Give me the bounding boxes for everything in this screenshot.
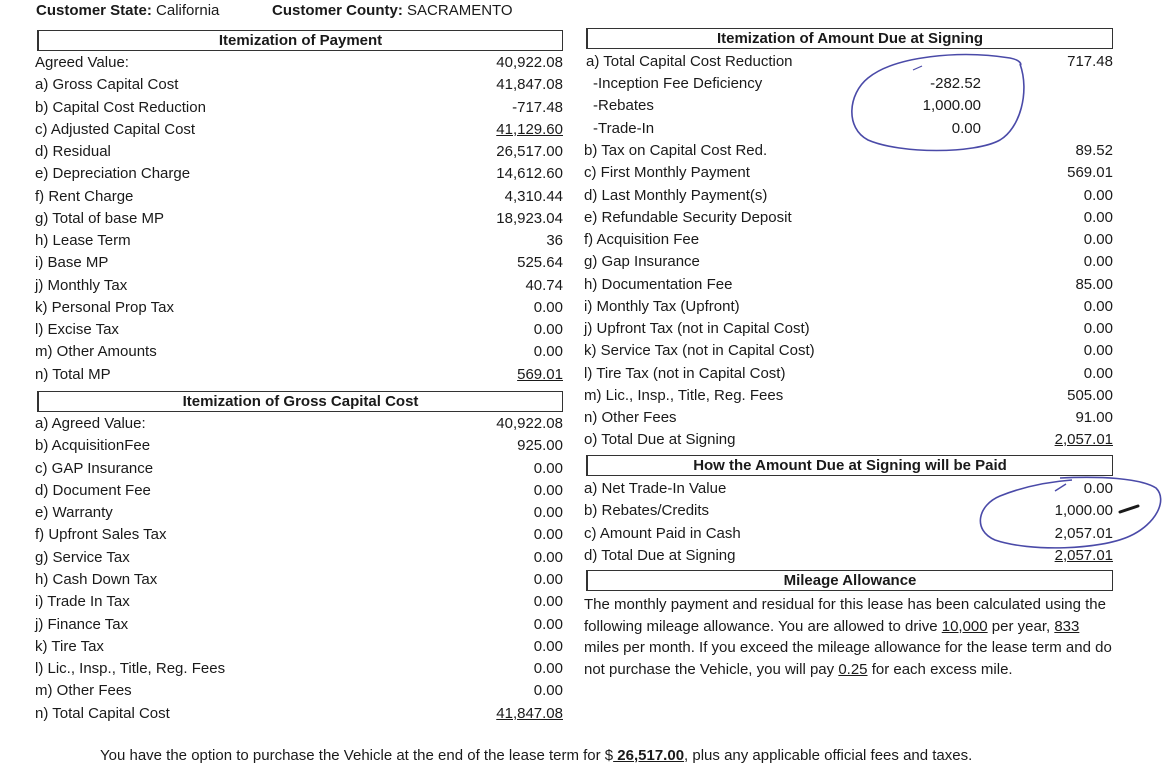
payment-row-label: h) Lease Term xyxy=(35,232,131,249)
gross-row xyxy=(35,458,563,480)
due-sub-row xyxy=(593,118,981,140)
gross-row xyxy=(35,435,563,457)
due-row xyxy=(586,51,1113,73)
due-row-label: g) Gap Insurance xyxy=(584,253,700,271)
gross-row xyxy=(35,413,563,435)
due-row-label: a) Total Capital Cost Reduction xyxy=(586,53,793,70)
purchase-option-amount: 26,517.00 xyxy=(613,747,685,764)
payment-section-title: Itemization of Payment xyxy=(37,30,563,51)
gross-row-value: 0.00 xyxy=(533,504,563,522)
payment-row xyxy=(35,74,563,96)
payment-row-value: 26,517.00 xyxy=(496,143,563,160)
mileage-text-4: for each excess mile. xyxy=(867,660,1013,678)
gross-row-value: 41,847.08 xyxy=(496,704,563,722)
gross-row-label: f) Upfront Sales Tax xyxy=(35,526,167,544)
due-sub-row-label: -Rebates xyxy=(593,97,654,115)
paid-row xyxy=(584,478,1113,500)
gross-row-label: n) Total Capital Cost xyxy=(35,704,170,722)
payment-row xyxy=(35,97,563,119)
gross-row-label: d) Document Fee xyxy=(35,481,151,499)
payment-row-value: 0.00 xyxy=(533,321,563,338)
gross-row-value: 0.00 xyxy=(533,637,563,655)
payment-row xyxy=(35,119,563,141)
customer-state-label: Customer State: xyxy=(36,2,152,19)
paid-row-value: 1,000.00 xyxy=(1054,502,1113,520)
gross-row xyxy=(35,614,563,636)
gross-row xyxy=(35,502,563,524)
due-row xyxy=(584,385,1113,407)
customer-county xyxy=(272,0,513,22)
payment-row-value: -717.48 xyxy=(512,98,563,116)
payment-row-label: f) Rent Charge xyxy=(35,187,134,205)
due-row-label: o) Total Due at Signing xyxy=(584,431,736,449)
mileage-text-1: The monthly payment and residual for this lease has been calculated using the following mileage allowance. You are allowed to drive xyxy=(584,596,1106,635)
gross-row xyxy=(35,524,563,546)
due-row xyxy=(584,162,1113,184)
payment-row xyxy=(35,141,563,163)
paid-row xyxy=(584,523,1113,545)
due-row-value: 717.48 xyxy=(1067,53,1113,70)
payment-row-label: m) Other Amounts xyxy=(35,343,157,361)
gross-row-value: 0.00 xyxy=(533,570,563,588)
gross-row-value: 0.00 xyxy=(533,459,563,477)
gross-row xyxy=(35,658,563,680)
payment-row-value: 40,922.08 xyxy=(496,54,563,71)
due-sub-row-label: -Inception Fee Deficiency xyxy=(593,75,763,92)
payment-row-label: c) Adjusted Capital Cost xyxy=(35,120,196,138)
due-row-label: e) Refundable Security Deposit xyxy=(584,208,792,226)
gross-row-label: j) Finance Tax xyxy=(35,615,129,633)
due-row-value: 0.00 xyxy=(1083,342,1113,360)
paid-row xyxy=(584,500,1113,522)
due-row-label: f) Acquisition Fee xyxy=(584,231,700,248)
payment-row xyxy=(35,208,563,230)
mileage-paragraph xyxy=(584,594,1116,680)
due-sub-row-value: 1,000.00 xyxy=(922,97,981,115)
gross-section-title: Itemization of Gross Capital Cost xyxy=(37,391,563,412)
due-row xyxy=(584,340,1113,362)
due-row-label: h) Documentation Fee xyxy=(584,275,733,293)
payment-row-label: e) Depreciation Charge xyxy=(35,165,191,183)
due-row-value: 0.00 xyxy=(1083,364,1113,382)
gross-row-label: h) Cash Down Tax xyxy=(35,570,158,588)
gross-row xyxy=(35,636,563,658)
purchase-option-statement xyxy=(100,745,1100,767)
payment-row-value: 569.01 xyxy=(517,365,563,383)
gross-row-value: 0.00 xyxy=(533,481,563,499)
gross-row-label: b) AcquisitionFee xyxy=(35,437,151,455)
gross-row-value: 0.00 xyxy=(533,615,563,633)
gross-row-label: g) Service Tax xyxy=(35,548,130,566)
customer-county-label: Customer County: xyxy=(272,2,403,19)
due-row xyxy=(584,407,1113,429)
due-row-label: j) Upfront Tax (not in Capital Cost) xyxy=(584,320,810,337)
due-sub-row xyxy=(593,95,981,117)
due-row xyxy=(584,140,1113,162)
payment-row-label: l) Excise Tax xyxy=(35,321,119,338)
payment-row-value: 41,129.60 xyxy=(496,120,563,138)
payment-row xyxy=(35,163,563,185)
gross-row-value: 40,922.08 xyxy=(496,415,563,432)
due-sub-row xyxy=(593,73,981,95)
payment-row-value: 0.00 xyxy=(533,343,563,361)
due-row xyxy=(584,251,1113,273)
due-row-label: i) Monthly Tax (Upfront) xyxy=(584,297,740,315)
payment-row xyxy=(35,364,563,386)
gross-row xyxy=(35,680,563,702)
due-row-value: 505.00 xyxy=(1067,386,1113,404)
gross-row-label: l) Lic., Insp., Title, Reg. Fees xyxy=(35,660,226,678)
paid-row-value: 2,057.01 xyxy=(1054,524,1113,542)
payment-row-label: a) Gross Capital Cost xyxy=(35,76,179,94)
due-row-value: 2,057.01 xyxy=(1054,431,1113,449)
due-row-value: 85.00 xyxy=(1075,275,1113,293)
due-row-value: 0.00 xyxy=(1083,320,1113,337)
miles-per-year: 10,000 xyxy=(941,617,988,635)
paid-row xyxy=(584,545,1113,567)
gross-row-label: k) Tire Tax xyxy=(35,637,104,655)
due-row xyxy=(584,363,1113,385)
due-row xyxy=(584,207,1113,229)
payment-row-label: k) Personal Prop Tax xyxy=(35,298,174,316)
paid-section-title: How the Amount Due at Signing will be Paid xyxy=(586,455,1113,476)
gross-row-value: 0.00 xyxy=(533,660,563,678)
due-row-label: k) Service Tax (not in Capital Cost) xyxy=(584,342,815,360)
paid-row-label: d) Total Due at Signing xyxy=(584,547,736,565)
due-row-label: l) Tire Tax (not in Capital Cost) xyxy=(584,364,786,382)
mileage-text-3: miles per month. If you exceed the mileage allowance for the lease term and do not purchase the Vehicle, you will pay xyxy=(584,639,1112,678)
mileage-text-2: per year, xyxy=(987,617,1055,635)
payment-row-value: 525.64 xyxy=(517,254,563,272)
due-row-value: 0.00 xyxy=(1083,186,1113,204)
paid-row-value: 2,057.01 xyxy=(1054,547,1113,565)
due-row-label: d) Last Monthly Payment(s) xyxy=(584,186,768,204)
due-row xyxy=(584,296,1113,318)
due-row-value: 89.52 xyxy=(1075,142,1113,159)
payment-row xyxy=(35,319,563,341)
due-row xyxy=(584,318,1113,340)
gross-row-label: a) Agreed Value: xyxy=(35,415,146,432)
due-row-value: 0.00 xyxy=(1083,231,1113,248)
due-sub-row-value: -282.52 xyxy=(930,75,981,92)
due-row-value: 569.01 xyxy=(1067,164,1113,182)
due-row-label: m) Lic., Insp., Title, Reg. Fees xyxy=(584,386,784,404)
payment-row xyxy=(35,341,563,363)
gross-row-value: 925.00 xyxy=(517,437,563,455)
paid-row-label: a) Net Trade-In Value xyxy=(584,480,727,497)
payment-row-value: 41,847.08 xyxy=(496,76,563,94)
due-sub-row-value: 0.00 xyxy=(951,119,981,137)
payment-row-value: 0.00 xyxy=(533,298,563,316)
payment-row xyxy=(35,230,563,252)
gross-row-label: c) GAP Insurance xyxy=(35,459,154,477)
payment-row xyxy=(35,252,563,274)
gross-row-label: i) Trade In Tax xyxy=(35,593,130,611)
payment-row-label: g) Total of base MP xyxy=(35,209,164,227)
payment-row-value: 40.74 xyxy=(525,276,563,294)
gross-row-value: 0.00 xyxy=(533,526,563,544)
payment-row xyxy=(35,297,563,319)
mileage-section-title: Mileage Allowance xyxy=(586,570,1113,591)
due-sub-row-label: -Trade-In xyxy=(593,119,655,137)
gross-row xyxy=(35,569,563,591)
payment-row-label: j) Monthly Tax xyxy=(35,276,128,294)
ink-check-mark xyxy=(1120,506,1138,512)
due-row-label: c) First Monthly Payment xyxy=(584,164,750,182)
gross-row-value: 0.00 xyxy=(533,593,563,611)
excess-mile-rate: 0.25 xyxy=(838,660,868,678)
gross-row xyxy=(35,703,563,725)
due-row-value: 91.00 xyxy=(1075,409,1113,426)
due-row-label: n) Other Fees xyxy=(584,409,677,426)
gross-row xyxy=(35,591,563,613)
paid-row-label: c) Amount Paid in Cash xyxy=(584,524,741,542)
purchase-option-text-1: You have the option to purchase the Vehicle at the end of the lease term for $ xyxy=(100,747,614,764)
payment-row-value: 36 xyxy=(546,232,563,249)
due-row xyxy=(584,185,1113,207)
due-row-value: 0.00 xyxy=(1083,253,1113,271)
miles-per-month: 833 xyxy=(1054,617,1080,635)
payment-row-label: n) Total MP xyxy=(35,365,111,383)
due-row xyxy=(584,274,1113,296)
due-section-title: Itemization of Amount Due at Signing xyxy=(586,28,1113,49)
payment-row-value: 4,310.44 xyxy=(504,187,563,205)
payment-row-label: b) Capital Cost Reduction xyxy=(35,98,206,116)
gross-row xyxy=(35,480,563,502)
due-row-value: 0.00 xyxy=(1083,208,1113,226)
payment-row xyxy=(35,186,563,208)
gross-row-label: m) Other Fees xyxy=(35,682,132,700)
payment-row-label: d) Residual xyxy=(35,143,111,160)
payment-row-value: 14,612.60 xyxy=(496,165,563,183)
payment-row xyxy=(35,52,563,74)
paid-row-label: b) Rebates/Credits xyxy=(584,502,710,520)
payment-row xyxy=(35,275,563,297)
gross-row-label: e) Warranty xyxy=(35,504,113,522)
gross-row-value: 0.00 xyxy=(533,548,563,566)
payment-row-label: i) Base MP xyxy=(35,254,109,272)
due-row-value: 0.00 xyxy=(1083,297,1113,315)
customer-county-value: SACRAMENTO xyxy=(407,2,513,19)
gross-row xyxy=(35,547,563,569)
purchase-option-text-2: , plus any applicable official fees and taxes. xyxy=(684,747,973,764)
payment-row-label: Agreed Value: xyxy=(35,54,129,71)
customer-state xyxy=(36,0,219,22)
due-row xyxy=(584,429,1113,451)
due-row-label: b) Tax on Capital Cost Red. xyxy=(584,142,768,159)
gross-row-value: 0.00 xyxy=(533,682,563,700)
due-row xyxy=(584,229,1113,251)
customer-state-value: California xyxy=(156,2,220,19)
paid-row-value: 0.00 xyxy=(1083,480,1113,497)
payment-row-value: 18,923.04 xyxy=(496,209,563,227)
